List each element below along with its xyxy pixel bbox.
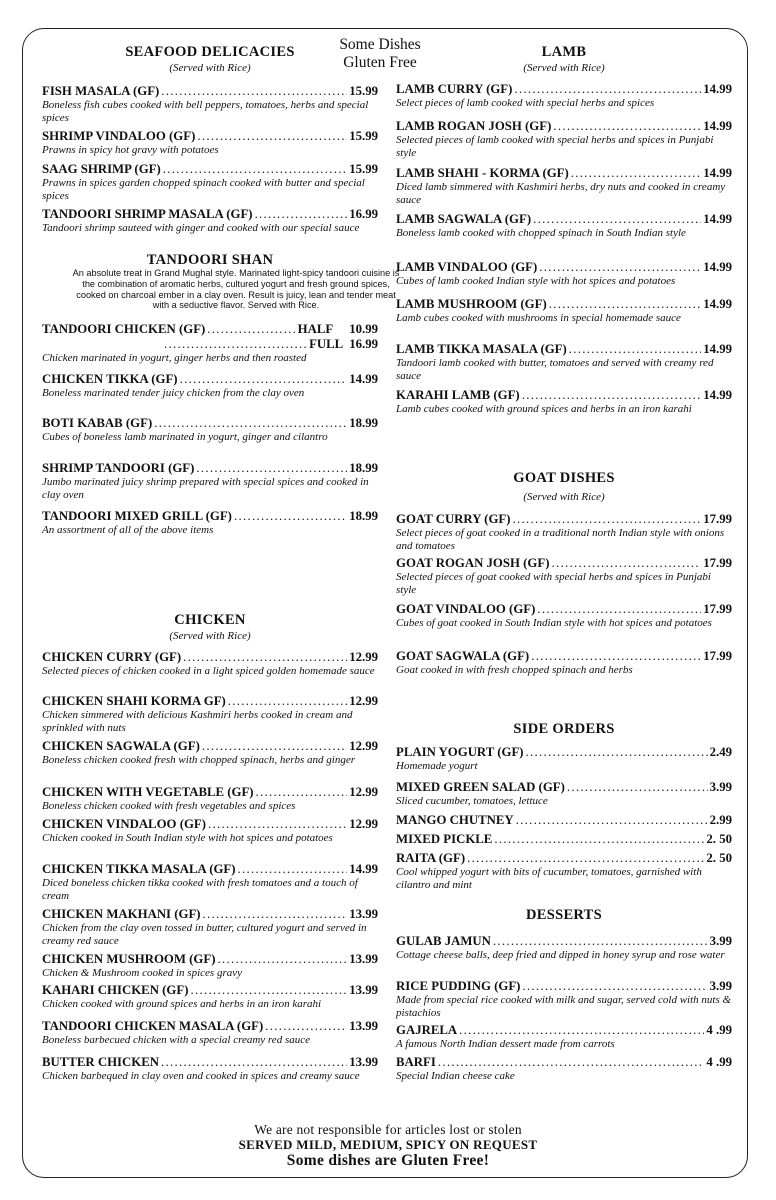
menu-item <box>396 388 732 416</box>
item-name: TANDOORI CHICKEN (GF) <box>42 322 206 336</box>
lamb-subtitle: (Served with Rice) <box>523 62 605 74</box>
item-description: Select pieces of lamb cooked with special herbs and spices <box>396 97 655 109</box>
item-name: LAMB VINDALOO (GF) <box>396 260 538 274</box>
item-price: 13.99 <box>349 1055 378 1069</box>
tandoori-title: TANDOORI SHAN <box>146 252 274 268</box>
item-price: 14.99 <box>703 82 732 96</box>
item-name: MIXED GREEN SALAD (GF) <box>396 780 565 794</box>
menu-item <box>42 650 378 678</box>
item-price: 4 .99 <box>706 1023 732 1037</box>
tandoori-intro: An absolute treat in Grand Mughal style. Marinated light-spicy tandoori cuisine is the combination of aromatic herbs, cultured yogurt and fresh ground spices, cooked on charcoal ember in a clay oven. Result is juicy, lean and tender meat with a seductive flavor. Served with Rice. <box>72 268 400 311</box>
item-description: Boneless chicken cooked fresh with chopped spinach, herbs and ginger <box>42 754 356 766</box>
menu-item <box>42 862 378 902</box>
footer-disclaimer: We are not responsible for articles lost or stolen <box>254 1122 522 1137</box>
item-name: GOAT VINDALOO (GF) <box>396 602 536 616</box>
menu-item <box>396 745 732 773</box>
item-name: SHRIMP TANDOORI (GF) <box>42 461 195 475</box>
item-description: Boneless fish cubes cooked with bell peppers, tomatoes, herbs and special spices <box>42 99 369 124</box>
item-name: RICE PUDDING (GF) <box>396 979 521 993</box>
item-description: Cubes of boneless lamb marinated in yogurt, ginger and cilantro <box>42 431 328 443</box>
item-name: KAHARI CHICKEN (GF) <box>42 983 189 997</box>
item-price: 3.99 <box>709 979 732 993</box>
item-price: 12.99 <box>349 694 378 708</box>
item-price: 14.99 <box>703 119 732 133</box>
item-name: CHICKEN SHAHI KORMA GF) <box>42 694 226 708</box>
item-name: FISH MASALA (GF) <box>42 84 160 98</box>
item-price: 2. 50 <box>706 851 732 865</box>
menu-item <box>396 119 732 159</box>
item-name: GAJRELA <box>396 1023 458 1037</box>
menu-item <box>42 129 378 157</box>
item-description: An assortment of all of the above items <box>42 524 214 536</box>
item-price: 2.99 <box>709 813 732 827</box>
menu-item <box>42 694 378 734</box>
menu-item <box>396 512 732 552</box>
menu-item <box>42 907 378 947</box>
menu-item <box>42 84 378 124</box>
item-name: TANDOORI CHICKEN MASALA (GF) <box>42 1019 264 1033</box>
goat-title: GOAT DISHES <box>513 470 615 486</box>
item-description: Special Indian cheese cake <box>396 1070 515 1082</box>
item-price: 13.99 <box>349 1019 378 1033</box>
menu-item <box>396 342 732 382</box>
item-description: Tandoori lamb cooked with butter, tomatoes and served with creamy red sauce <box>396 357 714 382</box>
footer-spice-note: SERVED MILD, MEDIUM, SPICY ON REQUEST <box>238 1137 538 1152</box>
item-price: 16.99 <box>349 337 378 351</box>
item-name: SAAG SHRIMP (GF) <box>42 162 161 176</box>
item-name: MIXED PICKLE <box>396 832 493 846</box>
item-name: LAMB MUSHROOM (GF) <box>396 297 547 311</box>
item-name: BARFI <box>396 1055 436 1069</box>
menu-item <box>396 934 732 962</box>
item-price: 13.99 <box>349 983 378 997</box>
item-description: Cool whipped yogurt with bits of cucumber, tomatoes, garnished with cilantro and mint <box>396 866 702 891</box>
item-price: 12.99 <box>349 739 378 753</box>
item-name: GOAT ROGAN JOSH (GF) <box>396 556 550 570</box>
item-description: Boneless lamb cooked with chopped spinach in South Indian style <box>396 227 686 239</box>
menu-item <box>396 556 732 596</box>
item-description: Chicken barbequed in clay oven and cooked in spices and creamy sauce <box>42 1070 360 1082</box>
menu-item <box>396 297 732 325</box>
item-name: BOTI KABAB (GF) <box>42 416 153 430</box>
item-price: 12.99 <box>349 817 378 831</box>
chicken-subtitle: (Served with Rice) <box>169 630 251 642</box>
item-name: CHICKEN MAKHANI (GF) <box>42 907 201 921</box>
item-description: Cottage cheese balls, deep fried and dipped in honey syrup and rose water <box>396 949 725 961</box>
item-price: 17.99 <box>703 649 732 663</box>
menu-item <box>42 1019 378 1047</box>
item-price: 3.99 <box>709 934 732 948</box>
item-price: 15.99 <box>349 84 378 98</box>
seafood-title: SEAFOOD DELICACIES <box>125 44 295 60</box>
menu-item <box>42 983 378 1011</box>
item-price: 18.99 <box>349 461 378 475</box>
item-name: MANGO CHUTNEY <box>396 813 514 827</box>
item-price: 14.99 <box>703 212 732 226</box>
item-name: CHICKEN VINDALOO (GF) <box>42 817 206 831</box>
item-price: 3.99 <box>709 780 732 794</box>
item-price: 15.99 <box>349 162 378 176</box>
item-description: Boneless marinated tender juicy chicken from the clay oven <box>42 387 305 399</box>
item-price: 12.99 <box>349 785 378 799</box>
header-line-1: Some Dishes <box>339 36 421 53</box>
menu-item <box>396 832 732 847</box>
menu-item <box>42 509 378 537</box>
item-description: Cubes of goat cooked in South Indian style with hot spices and potatoes <box>396 617 712 629</box>
item-description: Lamb cubes cooked with ground spices and herbs in an iron karahi <box>396 403 692 415</box>
item-name: LAMB TIKKA MASALA (GF) <box>396 342 567 356</box>
item-name: LAMB CURRY (GF) <box>396 82 513 96</box>
menu-item <box>42 739 378 767</box>
item-price: 14.99 <box>703 388 732 402</box>
item-description: Tandoori shrimp sauteed with ginger and cooked with our special sauce <box>42 222 360 234</box>
portion-full-label: FULL <box>309 337 344 351</box>
menu-item <box>42 1055 378 1083</box>
item-price: 17.99 <box>703 512 732 526</box>
item-price: 13.99 <box>349 907 378 921</box>
item-description: Chicken marinated in yogurt, ginger herbs and then roasted <box>42 352 307 364</box>
item-description: A famous North Indian dessert made from carrots <box>396 1038 615 1050</box>
item-name: TANDOORI MIXED GRILL (GF) <box>42 509 232 523</box>
item-description: Goat cooked in with fresh chopped spinach and herbs <box>396 664 633 676</box>
item-name: GOAT CURRY (GF) <box>396 512 511 526</box>
item-name: GOAT SAGWALA (GF) <box>396 649 530 663</box>
item-description: Chicken & Mushroom cooked in spices gravy <box>42 967 242 979</box>
item-description: Diced boneless chicken tikka cooked with fresh tomatoes and a touch of cream <box>42 877 358 902</box>
menu-item <box>396 813 732 828</box>
item-price: 4 .99 <box>706 1055 732 1069</box>
item-description: Select pieces of goat cooked in a traditional north Indian style with onions and tomatoes <box>396 527 725 552</box>
sides-title: SIDE ORDERS <box>513 721 615 737</box>
item-price: 17.99 <box>703 602 732 616</box>
item-name: PLAIN YOGURT (GF) <box>396 745 524 759</box>
item-price: 2.49 <box>709 745 732 759</box>
item-description: Selected pieces of goat cooked with special herbs and spices in Punjabi style <box>396 571 711 596</box>
item-price: 13.99 <box>349 952 378 966</box>
header-line-2: Gluten Free <box>343 54 417 71</box>
menu-item <box>396 1055 732 1083</box>
item-name: GULAB JAMUN <box>396 934 491 948</box>
lamb-title: LAMB <box>541 44 587 60</box>
item-name: BUTTER CHICKEN <box>42 1055 159 1069</box>
menu-item <box>42 461 378 501</box>
menu-item <box>396 260 732 288</box>
item-price: 14.99 <box>349 862 378 876</box>
menu-item <box>396 979 732 1019</box>
item-name: CHICKEN SAGWALA (GF) <box>42 739 200 753</box>
item-description: Diced lamb simmered with Kashmiri herbs, dry nuts and cooked in creamy sauce <box>396 181 726 206</box>
item-description: Chicken simmered with delicious Kashmiri herbs cooked in cream and sprinkled with nuts <box>42 709 353 734</box>
item-description: Made from special rice cooked with milk and sugar, served cold with nuts & pistachios <box>396 994 732 1019</box>
menu-item <box>396 851 732 891</box>
item-description: Chicken from the clay oven tossed in butter, cultured yogurt and served in creamy red sauce <box>42 922 367 947</box>
seafood-subtitle: (Served with Rice) <box>169 62 251 74</box>
item-description: Prawns in spicy hot gravy with potatoes <box>42 144 219 156</box>
item-name: CHICKEN TIKKA MASALA (GF) <box>42 862 236 876</box>
item-name: CHICKEN CURRY (GF) <box>42 650 182 664</box>
item-description: Chicken cooked with ground spices and herbs in an iron karahi <box>42 998 322 1010</box>
item-price: 15.99 <box>349 129 378 143</box>
menu-item <box>42 322 378 365</box>
portion-half-label: HALF <box>297 322 334 336</box>
menu-item <box>42 817 378 845</box>
menu-item <box>396 602 732 630</box>
item-name: LAMB SHAHI - KORMA (GF) <box>396 166 569 180</box>
goat-subtitle: (Served with Rice) <box>523 491 605 503</box>
item-name: LAMB SAGWALA (GF) <box>396 212 532 226</box>
menu-item <box>396 1023 732 1051</box>
item-price: 2. 50 <box>706 832 732 846</box>
item-name: CHICKEN MUSHROOM (GF) <box>42 952 216 966</box>
item-price: 17.99 <box>703 556 732 570</box>
item-description: Lamb cubes cooked with mushrooms in special homemade sauce <box>396 312 681 324</box>
item-name: CHICKEN WITH VEGETABLE (GF) <box>42 785 254 799</box>
item-description: Boneless chicken cooked with fresh vegetables and spices <box>42 800 296 812</box>
menu-item <box>42 785 378 813</box>
item-price: 12.99 <box>349 650 378 664</box>
menu-item <box>42 207 378 235</box>
item-price: 14.99 <box>703 297 732 311</box>
menu-item <box>396 82 732 110</box>
item-price: 18.99 <box>349 416 378 430</box>
item-description: Chicken cooked in South Indian style with hot spices and potatoes <box>42 832 333 844</box>
item-name: TANDOORI SHRIMP MASALA (GF) <box>42 207 253 221</box>
item-price: 14.99 <box>703 260 732 274</box>
footer-gluten-note: Some dishes are Gluten Free! <box>286 1152 490 1169</box>
item-price: 18.99 <box>349 509 378 523</box>
item-description: Selected pieces of lamb cooked with special herbs and spices in Punjabi style <box>396 134 714 159</box>
item-description: Sliced cucumber, tomatoes, lettuce <box>396 795 548 807</box>
item-price: 14.99 <box>703 166 732 180</box>
menu-item <box>396 166 732 206</box>
desserts-title: DESSERTS <box>525 907 603 923</box>
menu-item <box>42 416 378 444</box>
item-price: 16.99 <box>349 207 378 221</box>
menu-item <box>396 780 732 808</box>
item-description: Boneless barbecued chicken with a special creamy red sauce <box>42 1034 310 1046</box>
item-description: Cubes of lamb cooked Indian style with hot spices and potatoes <box>396 275 676 287</box>
item-price: 14.99 <box>703 342 732 356</box>
item-name: SHRIMP VINDALOO (GF) <box>42 129 196 143</box>
menu-item <box>42 372 378 400</box>
item-description: Prawns in spices garden chopped spinach cooked with butter and special spices <box>42 177 365 202</box>
item-name: KARAHI LAMB (GF) <box>396 388 520 402</box>
item-name: CHICKEN TIKKA (GF) <box>42 372 178 386</box>
item-price: 14.99 <box>349 372 378 386</box>
item-name: RAITA (GF) <box>396 851 466 865</box>
menu-item <box>396 649 732 677</box>
menu-item <box>42 162 378 202</box>
item-description: Homemade yogurt <box>396 760 478 772</box>
item-description: Jumbo marinated juicy shrimp prepared with special spices and cooked in clay oven <box>42 476 369 501</box>
item-price: 10.99 <box>349 322 378 336</box>
menu-item <box>396 212 732 240</box>
chicken-title: CHICKEN <box>174 612 246 628</box>
item-description: Selected pieces of chicken cooked in a light spiced golden homemade sauce <box>42 665 375 677</box>
item-name: LAMB ROGAN JOSH (GF) <box>396 119 552 133</box>
menu-item <box>42 952 378 980</box>
